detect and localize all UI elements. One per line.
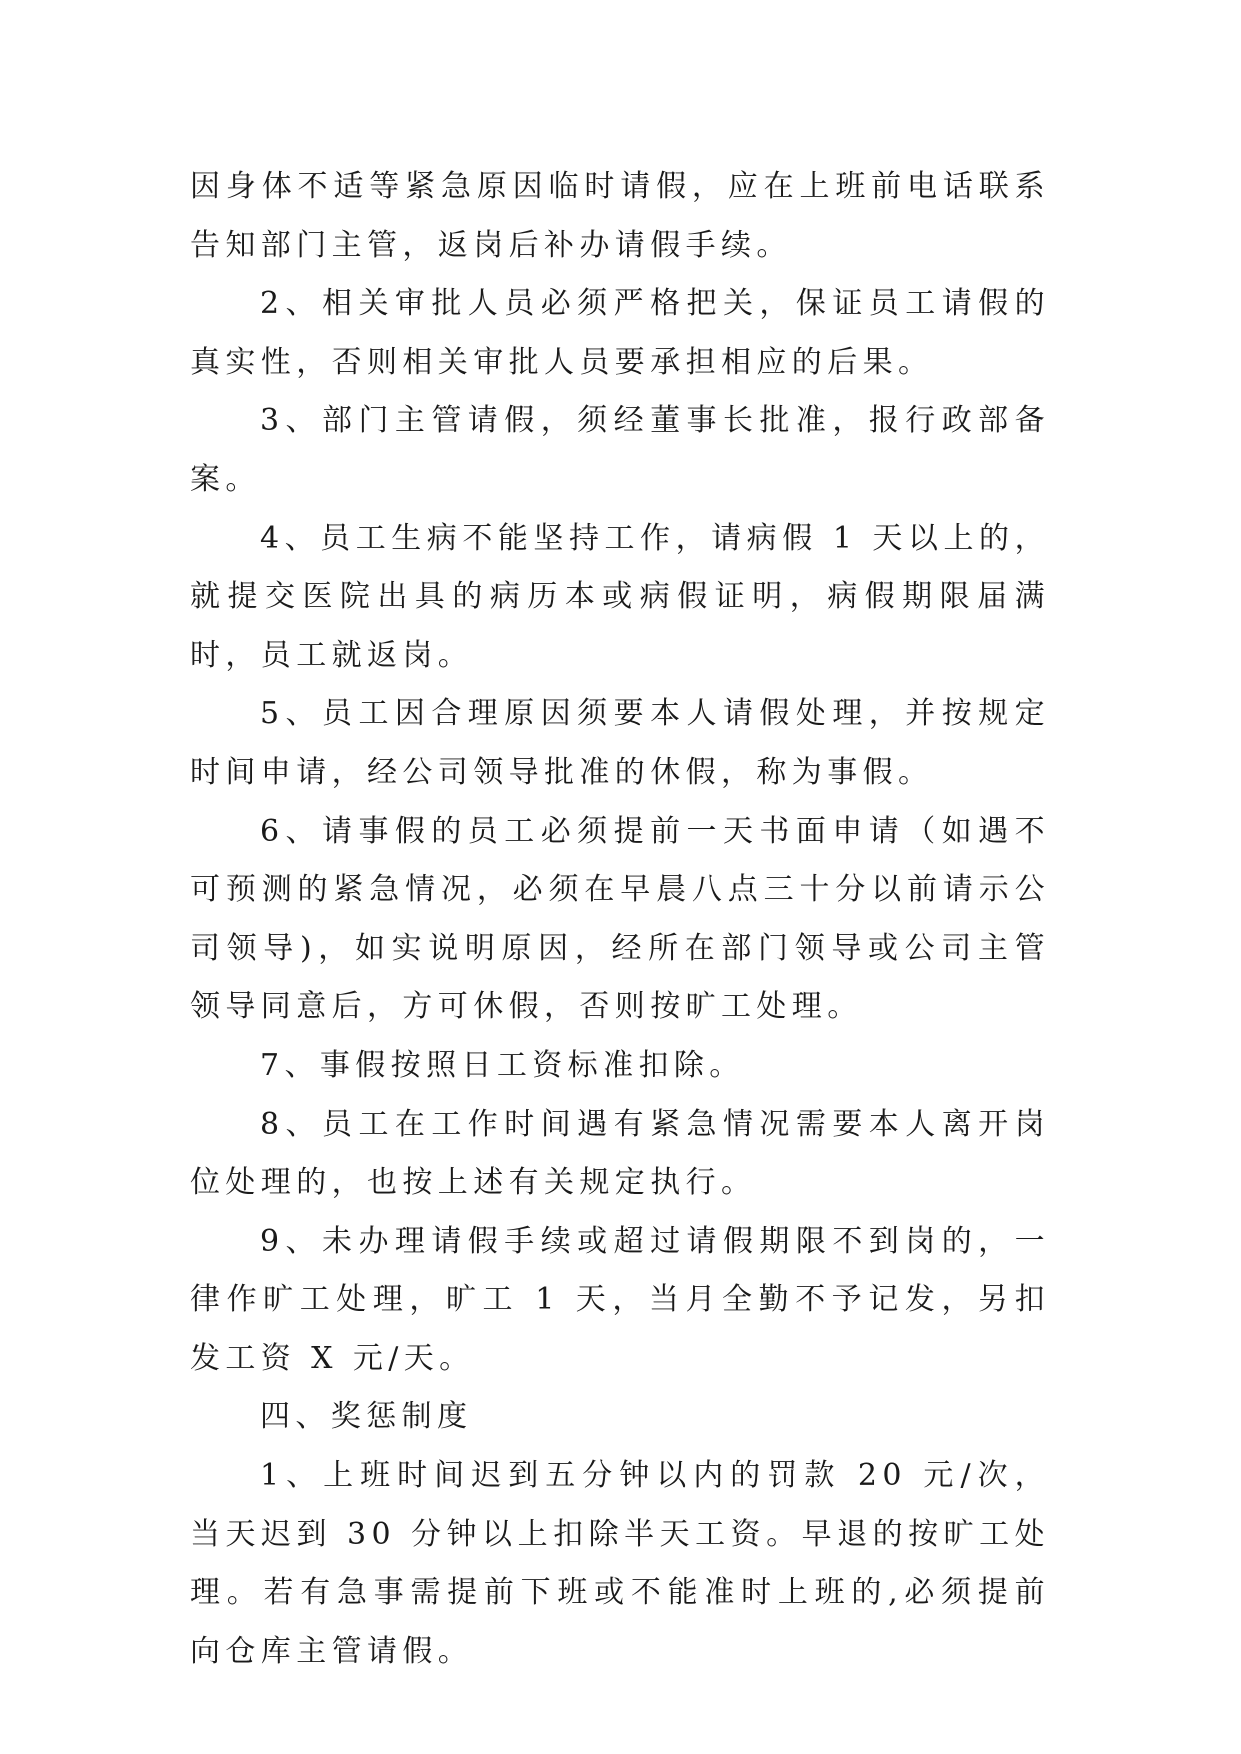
paragraph: 5、员工因合理原因须要本人请假处理，并按规定时间申请，经公司领导批准的休假，称为事假。 (190, 696, 1050, 790)
paragraph: 2、相关审批人员必须严格把关，保证员工请假的真实性，否则相关审批人员要承担相应的后果。 (190, 286, 1050, 380)
paragraph: 9、未办理请假手续或超过请假期限不到岗的，一律作旷工处理，旷工 1 天，当月全勤不予记发，另扣发工资 X 元/天。 (190, 1223, 1050, 1376)
paragraph: 1、上班时间迟到五分钟以内的罚款 20 元/次，当天迟到 30 分钟以上扣除半天工资。早退的按旷工处理。若有急事需提前下班或不能准时上班的,必须提前向仓库主管请假。 (190, 1458, 1050, 1669)
paragraph: 7、事假按照日工资标准扣除。 (260, 1047, 745, 1083)
paragraph: 6、请事假的员工必须提前一天书面申请（如遇不可预测的紧急情况，必须在早晨八点三十分以前请示公司领导)，如实说明原因，经所在部门领导或公司主管领导同意后，方可休假，否则按旷工处理。 (190, 813, 1050, 1025)
document-body (190, 158, 1050, 1681)
section-heading: 四、奖惩制度 (260, 1399, 473, 1435)
paragraph: 4、员工生病不能坚持工作，请病假 1 天以上的，就提交医院出具的病历本或病假证明，病假期限届满时，员工就返岗。 (190, 520, 1050, 673)
paragraph: 8、员工在工作时间遇有紧急情况需要本人离开岗位处理的，也按上述有关规定执行。 (190, 1106, 1050, 1201)
paragraph: 因身体不适等紧急原因临时请假，应在上班前电话联系告知部门主管，返岗后补办请假手续。 (190, 169, 1050, 263)
paragraph: 3、部门主管请假，须经董事长批准，报行政部备案。 (190, 403, 1050, 497)
